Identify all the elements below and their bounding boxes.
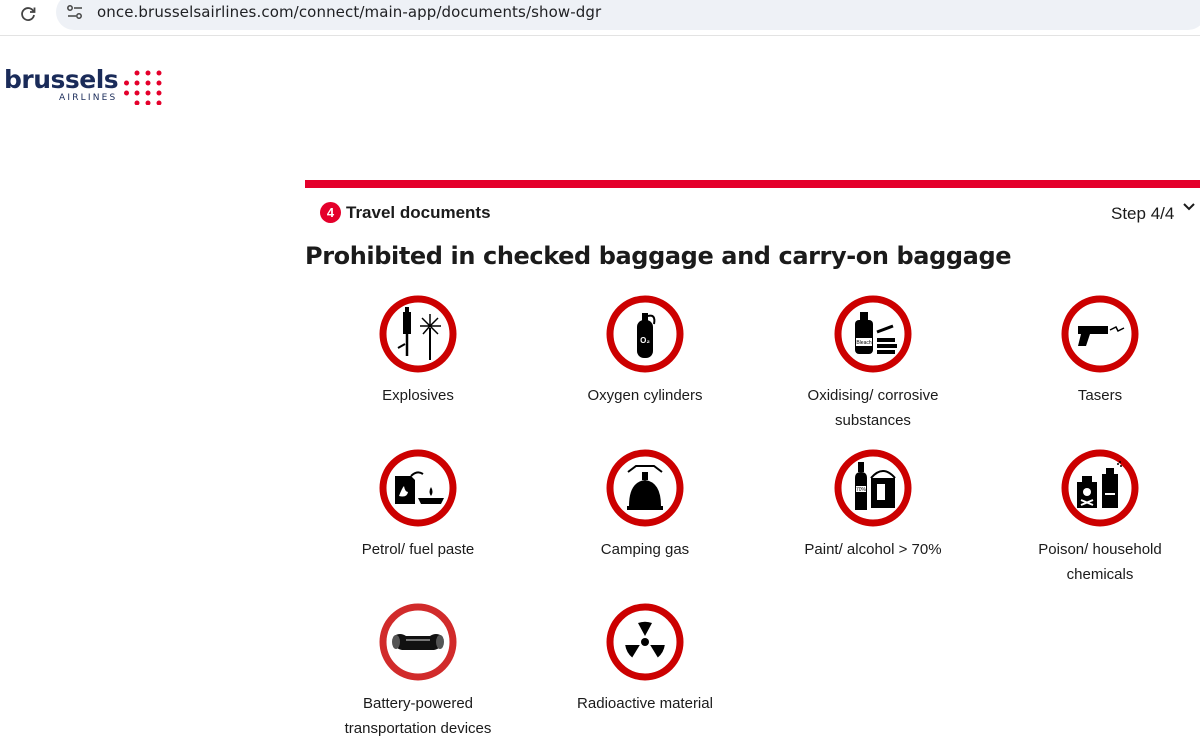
logo-wordmark: brussels [4, 65, 119, 94]
logo-dots-icon [124, 69, 164, 105]
poison-icon [1060, 448, 1140, 528]
brussels-airlines-logo[interactable] [4, 66, 164, 106]
item-label: Oxygen cylinders [587, 387, 703, 404]
paint-alcohol-icon [833, 448, 913, 528]
corrosive-substances-icon [833, 294, 913, 374]
chevron-down-icon[interactable] [1182, 200, 1196, 214]
item-label: Radioactive material [577, 695, 713, 712]
url-text[interactable]: once.brusselsairlines.com/connect/main-app/documents/show-dgr [97, 3, 602, 21]
prohibited-item [531, 448, 759, 562]
step-title[interactable]: Travel documents [346, 203, 491, 222]
step-number-badge: 4 [320, 202, 341, 223]
prohibited-item [986, 294, 1200, 408]
prohibited-item [304, 448, 532, 562]
svg-text:70%: 70% [855, 487, 867, 493]
radioactive-icon [605, 602, 685, 682]
prohibited-item [304, 602, 532, 741]
svg-text:Bleach: Bleach [856, 340, 872, 346]
prohibited-item [986, 448, 1200, 587]
item-label: Paint/ alcohol > 70% [804, 541, 942, 558]
camping-gas-icon [605, 448, 685, 528]
prohibited-item [531, 602, 759, 716]
item-label: Battery-powered transportation devices [344, 695, 492, 737]
taser-icon [1060, 294, 1140, 374]
oxygen-cylinder-icon [605, 294, 685, 374]
step-progress-rule [305, 180, 1200, 188]
site-info-icon[interactable] [66, 3, 84, 21]
item-label: Explosives [382, 387, 454, 404]
item-label: Petrol/ fuel paste [361, 541, 475, 558]
reload-icon[interactable] [16, 2, 40, 26]
item-label: Oxidising/ corrosive substances [807, 387, 939, 429]
prohibited-item [304, 294, 532, 408]
item-label: Poison/ household chemicals [1038, 541, 1162, 583]
item-label: Camping gas [600, 541, 690, 558]
prohibited-item [759, 294, 987, 433]
prohibited-item [531, 294, 759, 408]
item-label: Tasers [1077, 387, 1123, 404]
step-counter: Step 4/4 [1111, 204, 1175, 223]
prohibited-item [759, 448, 987, 562]
page-title: Prohibited in checked baggage and carry-on baggage [305, 242, 1012, 270]
svg-text:O₂: O₂ [640, 336, 650, 345]
hoverboard-icon [378, 602, 458, 682]
logo-subtitle: AIRLINES [59, 93, 118, 103]
fuel-icon [378, 448, 458, 528]
explosives-icon [378, 294, 458, 374]
browser-address-bar [0, 0, 1200, 36]
